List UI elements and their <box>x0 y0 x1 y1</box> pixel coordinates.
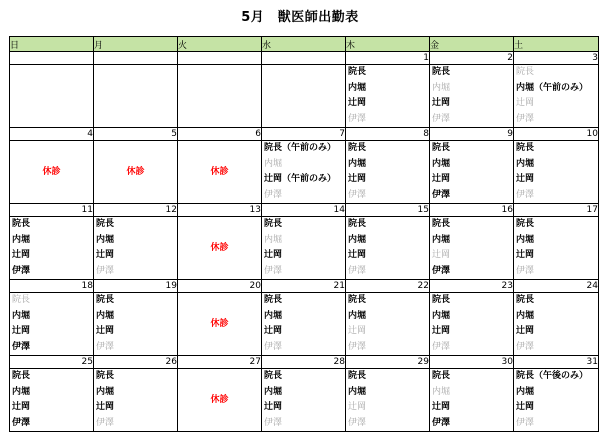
day-cell <box>178 141 262 204</box>
date-number: 22 <box>346 280 430 293</box>
staff-on-duty: 辻岡 <box>516 402 535 412</box>
date-number: 1 <box>346 52 430 65</box>
staff-on-duty: 院長 <box>348 143 367 153</box>
staff-on-duty: 内堀 <box>12 234 31 245</box>
staff-off-duty: 伊澤 <box>516 265 535 276</box>
closed-label: 休診 <box>126 167 145 177</box>
staff-off-duty: 辻岡 <box>348 326 367 336</box>
day-cell <box>346 217 430 280</box>
staff-row <box>10 217 599 280</box>
date-number <box>262 52 346 65</box>
date-number: 17 <box>514 204 599 217</box>
staff-on-duty: 内堀 <box>348 386 367 397</box>
staff-on-duty: 内堀 <box>96 234 115 245</box>
day-cell <box>94 369 178 432</box>
staff-on-duty: 辻岡 <box>264 250 283 260</box>
weekday-thursday: 木 <box>346 37 430 52</box>
day-cell <box>430 141 514 204</box>
staff-on-duty: 内堀 <box>432 310 451 321</box>
day-cell <box>514 141 599 204</box>
staff-on-duty: 辻岡 <box>432 402 451 412</box>
staff-on-duty: 院長 <box>516 219 535 229</box>
staff-off-duty: 内堀 <box>432 82 451 93</box>
staff-off-duty: 伊澤 <box>96 265 115 276</box>
staff-off-duty: 内堀 <box>432 386 451 397</box>
staff-row <box>10 141 599 204</box>
date-number: 18 <box>10 280 94 293</box>
day-cell <box>10 217 94 280</box>
date-number: 12 <box>94 204 178 217</box>
date-number: 14 <box>262 204 346 217</box>
staff-on-duty: 辻岡 <box>432 174 451 184</box>
date-number: 8 <box>346 128 430 141</box>
staff-off-duty: 伊澤 <box>516 189 535 200</box>
staff-off-duty: 内堀 <box>264 234 283 245</box>
staff-on-duty: 内堀 <box>348 82 367 93</box>
staff-on-duty: 院長 <box>348 371 367 381</box>
staff-on-duty: 内堀（午前のみ） <box>516 82 589 93</box>
day-cell <box>346 141 430 204</box>
staff-on-duty: 辻岡 <box>12 326 31 336</box>
staff-off-duty: 伊澤 <box>516 417 535 428</box>
staff-on-duty: 院長 <box>516 143 535 153</box>
staff-on-duty: 院長 <box>432 67 451 77</box>
day-cell <box>514 293 599 356</box>
day-cell <box>10 369 94 432</box>
date-number <box>94 52 178 65</box>
staff-off-duty: 伊澤 <box>432 113 451 124</box>
staff-on-duty: 辻岡 <box>96 326 115 336</box>
date-number <box>178 52 262 65</box>
day-cell <box>430 369 514 432</box>
staff-on-duty: 院長 <box>264 295 283 305</box>
staff-on-duty: 院長 <box>12 371 31 381</box>
staff-on-duty: 伊澤 <box>12 341 31 352</box>
staff-on-duty: 辻岡（午前のみ） <box>264 174 337 184</box>
staff-on-duty: 伊澤 <box>432 189 451 200</box>
staff-on-duty: 院長 <box>96 219 115 229</box>
date-number: 2 <box>430 52 514 65</box>
staff-on-duty: 辻岡 <box>348 98 367 108</box>
date-number: 21 <box>262 280 346 293</box>
day-cell <box>94 293 178 356</box>
staff-on-duty: 内堀 <box>516 310 535 321</box>
staff-off-duty: 伊澤 <box>348 417 367 428</box>
day-cell <box>178 369 262 432</box>
day-cell <box>346 65 430 128</box>
staff-off-duty: 伊澤 <box>264 417 283 428</box>
staff-off-duty: 院長 <box>516 67 535 77</box>
closed-label: 休診 <box>210 395 229 405</box>
staff-off-duty: 伊澤 <box>96 341 115 352</box>
day-cell <box>178 217 262 280</box>
day-cell <box>514 65 599 128</box>
weekday-wednesday: 水 <box>262 37 346 52</box>
staff-on-duty: 内堀 <box>432 234 451 245</box>
date-number: 31 <box>514 356 599 369</box>
date-number: 29 <box>346 356 430 369</box>
staff-on-duty: 辻岡 <box>12 402 31 412</box>
staff-off-duty: 院長 <box>12 295 31 305</box>
schedule-calendar <box>9 36 599 432</box>
weekday-header-row <box>10 37 599 52</box>
staff-on-duty: 辻岡 <box>348 174 367 184</box>
staff-on-duty: 辻岡 <box>264 402 283 412</box>
staff-on-duty: 辻岡 <box>516 326 535 336</box>
staff-on-duty: 辻岡 <box>96 402 115 412</box>
staff-on-duty: 伊澤 <box>432 265 451 276</box>
staff-on-duty: 内堀 <box>516 158 535 169</box>
staff-on-duty: 辻岡 <box>516 174 535 184</box>
date-number: 5 <box>94 128 178 141</box>
date-number-row <box>10 356 599 369</box>
date-number-row <box>10 280 599 293</box>
staff-off-duty: 伊澤 <box>516 113 535 124</box>
day-cell <box>514 217 599 280</box>
staff-off-duty: 辻岡 <box>516 98 535 108</box>
staff-off-duty: 伊澤 <box>348 189 367 200</box>
day-cell <box>430 217 514 280</box>
staff-on-duty: 内堀 <box>264 310 283 321</box>
day-cell <box>94 141 178 204</box>
staff-off-duty: 伊澤 <box>348 265 367 276</box>
staff-row <box>10 65 599 128</box>
day-cell <box>10 141 94 204</box>
staff-on-duty: 辻岡 <box>264 326 283 336</box>
weekday-monday: 月 <box>94 37 178 52</box>
date-number: 10 <box>514 128 599 141</box>
staff-on-duty: 伊澤 <box>432 417 451 428</box>
staff-on-duty: 院長 <box>12 219 31 229</box>
calendar-body <box>10 52 599 432</box>
date-number: 4 <box>10 128 94 141</box>
staff-off-duty: 伊澤 <box>348 113 367 124</box>
date-number: 19 <box>94 280 178 293</box>
staff-on-duty: 院長 <box>264 219 283 229</box>
staff-off-duty: 伊澤 <box>264 265 283 276</box>
staff-on-duty: 内堀 <box>264 386 283 397</box>
date-number: 30 <box>430 356 514 369</box>
day-cell <box>262 65 346 128</box>
staff-on-duty: 院長 <box>432 143 451 153</box>
date-number: 15 <box>346 204 430 217</box>
staff-on-duty: 院長 <box>348 295 367 305</box>
day-cell <box>10 293 94 356</box>
day-cell <box>10 65 94 128</box>
staff-on-duty: 内堀 <box>348 310 367 321</box>
date-number: 13 <box>178 204 262 217</box>
day-cell <box>262 217 346 280</box>
staff-on-duty: 内堀 <box>96 310 115 321</box>
staff-on-duty: 辻岡 <box>96 250 115 260</box>
date-number: 16 <box>430 204 514 217</box>
staff-on-duty: 院長 <box>432 219 451 229</box>
staff-on-duty: 院長 <box>432 371 451 381</box>
closed-label: 休診 <box>210 319 229 329</box>
date-number: 27 <box>178 356 262 369</box>
date-number: 26 <box>94 356 178 369</box>
closed-label: 休診 <box>42 167 61 177</box>
staff-on-duty: 院長 <box>348 219 367 229</box>
date-number-row <box>10 128 599 141</box>
staff-on-duty: 内堀 <box>12 310 31 321</box>
staff-on-duty: 内堀 <box>516 234 535 245</box>
staff-off-duty: 辻岡 <box>432 250 451 260</box>
date-number: 7 <box>262 128 346 141</box>
date-number: 28 <box>262 356 346 369</box>
staff-on-duty: 院長（午前のみ） <box>264 143 337 153</box>
staff-off-duty: 伊澤 <box>264 189 283 200</box>
weekday-friday: 金 <box>430 37 514 52</box>
date-number-row <box>10 204 599 217</box>
staff-on-duty: 内堀 <box>96 386 115 397</box>
staff-off-duty: 伊澤 <box>432 341 451 352</box>
staff-on-duty: 辻岡 <box>516 250 535 260</box>
day-cell <box>430 293 514 356</box>
day-cell <box>262 369 346 432</box>
date-number: 20 <box>178 280 262 293</box>
staff-off-duty: 伊澤 <box>348 341 367 352</box>
staff-off-duty: 伊澤 <box>96 417 115 428</box>
staff-on-duty: 辻岡 <box>348 250 367 260</box>
day-cell <box>94 65 178 128</box>
staff-on-duty: 院長 <box>96 371 115 381</box>
staff-off-duty: 辻岡 <box>348 402 367 412</box>
day-cell <box>346 369 430 432</box>
staff-row <box>10 369 599 432</box>
date-number: 6 <box>178 128 262 141</box>
date-number: 3 <box>514 52 599 65</box>
date-number: 23 <box>430 280 514 293</box>
date-number-row <box>10 52 599 65</box>
day-cell <box>262 293 346 356</box>
closed-label: 休診 <box>210 243 229 253</box>
staff-on-duty: 院長（午後のみ） <box>516 371 589 381</box>
staff-on-duty: 院長 <box>348 67 367 77</box>
day-cell <box>178 293 262 356</box>
staff-on-duty: 院長 <box>96 295 115 305</box>
staff-on-duty: 辻岡 <box>432 98 451 108</box>
date-number: 9 <box>430 128 514 141</box>
staff-on-duty: 院長 <box>516 295 535 305</box>
staff-off-duty: 伊澤 <box>264 341 283 352</box>
staff-on-duty: 内堀 <box>348 158 367 169</box>
weekday-saturday: 土 <box>514 37 599 52</box>
day-cell <box>262 141 346 204</box>
staff-on-duty: 院長 <box>264 371 283 381</box>
staff-off-duty: 内堀 <box>264 158 283 169</box>
staff-on-duty: 院長 <box>432 295 451 305</box>
day-cell <box>514 369 599 432</box>
staff-on-duty: 伊澤 <box>12 417 31 428</box>
staff-on-duty: 内堀 <box>432 158 451 169</box>
date-number: 25 <box>10 356 94 369</box>
staff-on-duty: 内堀 <box>12 386 31 397</box>
date-number: 24 <box>514 280 599 293</box>
staff-on-duty: 内堀 <box>516 386 535 397</box>
staff-row <box>10 293 599 356</box>
weekday-tuesday: 火 <box>178 37 262 52</box>
staff-on-duty: 伊澤 <box>12 265 31 276</box>
staff-on-duty: 辻岡 <box>432 326 451 336</box>
staff-off-duty: 伊澤 <box>516 341 535 352</box>
day-cell <box>94 217 178 280</box>
day-cell <box>178 65 262 128</box>
date-number <box>10 52 94 65</box>
day-cell <box>430 65 514 128</box>
staff-on-duty: 辻岡 <box>12 250 31 260</box>
date-number: 11 <box>10 204 94 217</box>
weekday-sunday: 日 <box>10 37 94 52</box>
staff-on-duty: 内堀 <box>348 234 367 245</box>
day-cell <box>346 293 430 356</box>
closed-label: 休診 <box>210 167 229 177</box>
page-title: 5月 獣医師出勤表 <box>241 10 359 25</box>
